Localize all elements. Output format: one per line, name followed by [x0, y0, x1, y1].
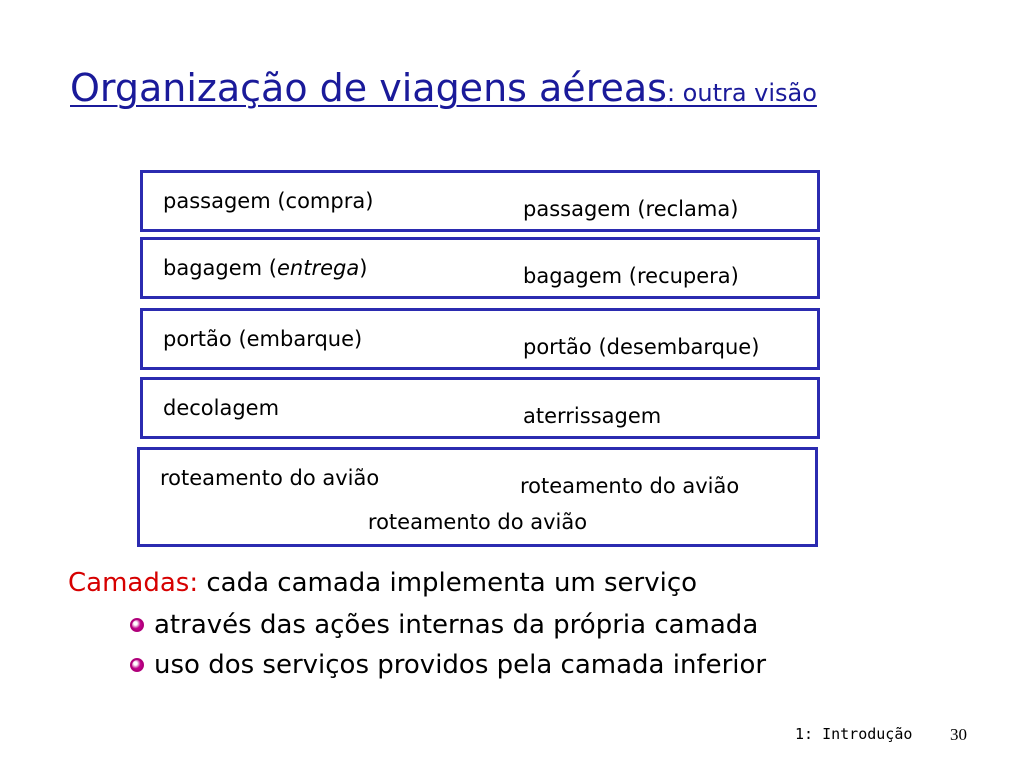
layer-takeoff-left: decolagem — [163, 396, 280, 420]
layer-ticket-right: passagem (reclama) — [523, 197, 739, 221]
layer-baggage-left — [163, 256, 367, 280]
layer-routing-right: roteamento do avião — [520, 474, 740, 498]
title-sub: : outra visão — [666, 79, 817, 107]
bullet-head-label: Camadas: — [68, 568, 199, 598]
bullet-list — [68, 568, 766, 690]
layer-baggage — [140, 237, 820, 299]
layer-baggage-left-italic: entrega — [276, 256, 360, 280]
list-item — [130, 610, 766, 640]
layer-gate-left: portão (embarque) — [163, 327, 363, 351]
layer-routing — [137, 447, 818, 547]
layer-ticket-left: passagem (compra) — [163, 189, 374, 213]
list-item-text: através das ações internas da própria camada — [154, 610, 759, 640]
footer-chapter: 1: Introdução — [795, 725, 913, 743]
layer-baggage-right: bagagem (recupera) — [523, 264, 739, 288]
layer-baggage-left-suffix: ) — [359, 256, 368, 280]
list-item — [130, 650, 766, 680]
bullet-icon — [130, 618, 144, 632]
page-number: 30 — [950, 725, 967, 744]
layer-gate-right: portão (desembarque) — [523, 335, 760, 359]
layer-ticket — [140, 170, 820, 232]
bullet-head-text: cada camada implementa um serviço — [198, 568, 698, 598]
layer-routing-left: roteamento do avião — [160, 466, 380, 490]
bullet-head — [68, 568, 766, 598]
layer-takeoff-right: aterrissagem — [523, 404, 662, 428]
layer-routing-center: roteamento do avião — [367, 510, 588, 534]
layer-gate — [140, 308, 820, 370]
bullet-icon — [130, 658, 144, 672]
list-item-text: uso dos serviços providos pela camada inferior — [154, 650, 767, 680]
layer-baggage-left-prefix: bagagem ( — [163, 256, 277, 280]
layer-takeoff — [140, 377, 820, 439]
slide-title — [70, 66, 817, 110]
title-main: Organização de viagens aéreas — [70, 66, 667, 110]
